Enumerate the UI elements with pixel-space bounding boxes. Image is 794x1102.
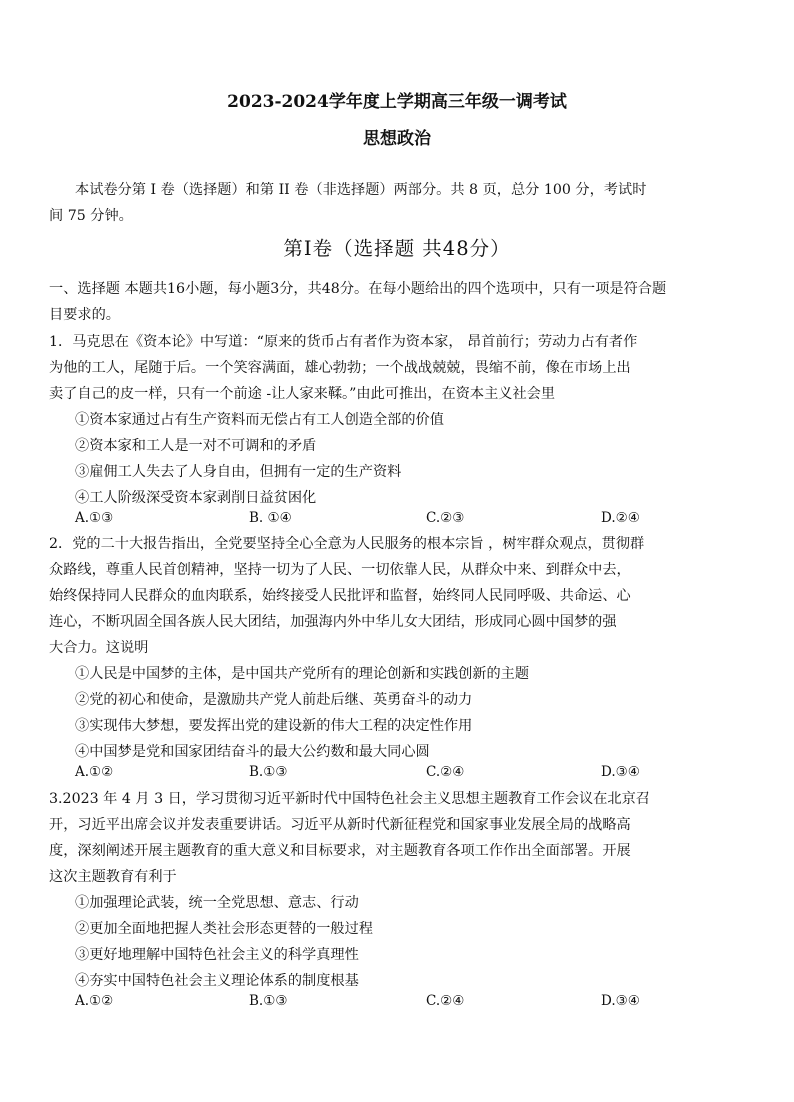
- q1-option-a[interactable]: A.①③: [75, 510, 114, 526]
- q1-stem-line: 为他的工人，尾随于后。一个笑容满面，雄心勃勃；一个战战兢兢，畏缩不前，像在市场上出: [49, 360, 631, 376]
- q2-options: [75, 764, 765, 784]
- q1-option-d[interactable]: D.②④: [601, 510, 640, 526]
- q3-item: ②更加全面地把握人类社会形态更替的一般过程: [75, 921, 373, 937]
- q3-stem-line: 度，深刻阐述开展主题教育的重大意义和目标要求，对主题教育各项工作作出全面部署。开展: [49, 843, 631, 859]
- q2-stem-line: 连心，不断巩固全国各族人民大团结，加强海内外中华儿女大团结，形成同心圆中国梦的强: [49, 614, 617, 630]
- q3-options: [75, 993, 765, 1013]
- q2-item: ④中国梦是党和国家团结奋斗的最大公约数和最大同心圆: [75, 744, 430, 760]
- q1-item: ②资本家和工人是一对不可调和的矛盾: [75, 438, 317, 454]
- q3-option-d[interactable]: D.③④: [601, 993, 640, 1009]
- q3-item: ③更好地理解中国特色社会主义的科学真理性: [75, 947, 359, 963]
- q3-stem-line: 3.2023 年 4 月 3 日，学习贯彻习近平新时代中国特色社会主义思想主题教育工作会议在北京召: [49, 791, 650, 807]
- q2-item: ②党的初心和使命，是激励共产党人前赴后继、英勇奋斗的动力: [75, 692, 473, 708]
- q2-stem-line: 2．党的二十大报告指出，全党要坚持全心全意为人民服务的根本宗旨 ，树牢群众观点，贯彻群: [49, 536, 645, 552]
- q1-item: ①资本家通过占有生产资料而无偿占有工人创造全部的价值: [75, 412, 444, 428]
- exam-title: 2023-2024学年度上学期高三年级一调考试: [227, 92, 567, 112]
- section-title: 第I卷（选择题 共48分）: [283, 237, 511, 260]
- q3-option-b[interactable]: B.①③: [249, 993, 288, 1009]
- subject-title: 思想政治: [363, 129, 431, 149]
- q3-option-c[interactable]: C.②④: [426, 993, 465, 1009]
- q1-options: [75, 510, 765, 530]
- q2-option-d[interactable]: D.③④: [601, 764, 640, 780]
- q2-stem-line: 众路线，尊重人民首创精神，坚持一切为了人民、一切依靠人民，从群众中来、到群众中去，: [49, 562, 631, 578]
- q3-item: ①加强理论武装，统一全党思想、意志、行动: [75, 895, 359, 911]
- q2-item: ①人民是中国梦的主体，是中国共产党所有的理论创新和实践创新的主题: [75, 666, 530, 682]
- q1-option-c[interactable]: C.②③: [426, 510, 465, 526]
- q1-item: ④工人阶级深受资本家剥削日益贫困化: [75, 490, 317, 506]
- q3-stem-line: 开，习近平出席会议并发表重要讲话。习近平从新时代新征程党和国家事业发展全局的战略高: [49, 817, 631, 833]
- q2-option-a[interactable]: A.①②: [75, 764, 114, 780]
- intro-line-2: 间 75 分钟。: [49, 208, 133, 224]
- q2-stem-line: 大合力。这说明: [49, 640, 149, 656]
- q2-stem-line: 始终保持同人民群众的血肉联系，始终接受人民批评和监督，始终同人民同呼吸、共命运、心: [49, 588, 631, 604]
- q3-option-a[interactable]: A.①②: [75, 993, 114, 1009]
- q1-stem-line: 1．马克思在《资本论》中写道：“原来的货币占有者作为资本家， 昂首前行；劳动力占有者作: [49, 334, 638, 350]
- q3-item: ④夯实中国特色社会主义理论体系的制度根基: [75, 973, 359, 989]
- q2-item: ③实现伟大梦想，要发挥出党的建设新的伟大工程的决定性作用: [75, 718, 473, 734]
- q1-stem-line: 卖了自己的皮一样，只有一个前途 -让人家来鞣。”由此可推出，在资本主义社会里: [49, 386, 556, 402]
- q3-stem-line: 这次主题教育有利于: [49, 869, 177, 885]
- q2-option-b[interactable]: B.①③: [249, 764, 288, 780]
- intro-line-1: 本试卷分第 I 卷（选择题）和第 II 卷（非选择题）两部分。共 8 页，总分 100 分，考试时: [75, 182, 647, 198]
- section-instructions-1: 一、选择题 本题共16小题，每小题3分，共48分。在每小题给出的四个选项中，只有一项是符合题: [49, 281, 667, 297]
- q1-item: ③雇佣工人失去了人身自由，但拥有一定的生产资料: [75, 464, 402, 480]
- section-instructions-2: 目要求的。: [49, 307, 120, 323]
- q2-option-c[interactable]: C.②④: [426, 764, 465, 780]
- q1-option-b[interactable]: B. ①④: [249, 510, 292, 526]
